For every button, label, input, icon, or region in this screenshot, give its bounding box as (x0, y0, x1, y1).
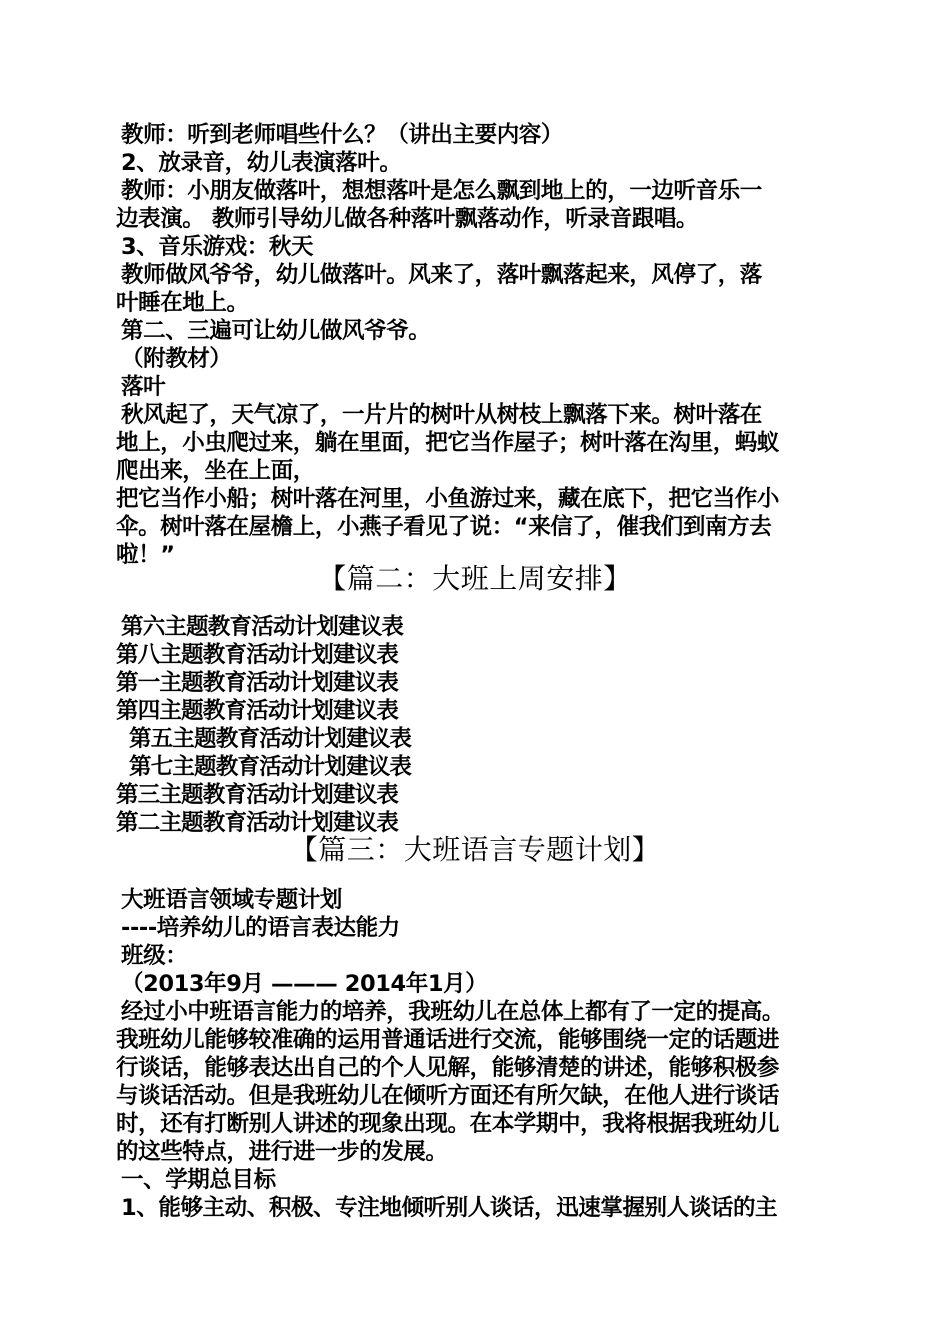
text-line: 伞。树叶落在屋檐上，小燕子看见了说：“来信了，催我们到南方去 (116, 514, 772, 540)
plan-item: 第七主题教育活动计划建议表 (129, 754, 412, 780)
text-line: （附教材） (121, 346, 232, 372)
text-line: （2013年9月 ——— 2014年1月） (121, 971, 488, 997)
plan-item: 第八主题教育活动计划建议表 (116, 642, 399, 668)
text-line: 班级： (121, 943, 188, 969)
text-line: 教师：听到老师唱些什么？（讲出主要内容） (121, 122, 564, 148)
section-heading: 【篇三：大班语言专题计划】 (289, 833, 661, 866)
text-line: ----培养幼儿的语言表达能力 (121, 915, 400, 941)
text-line: 地上，小虫爬过来，躺在里面，把它当作屋子；树叶落在沟里，蚂蚁 (116, 430, 780, 456)
text-line: 落叶 (121, 374, 166, 400)
text-line: 啦！” (116, 542, 175, 568)
text-line: 教师：小朋友做落叶，想想落叶是怎么飘到地上的，一边听音乐一 (121, 178, 762, 204)
text-line: 爬出来，坐在上面， (116, 458, 315, 484)
text-line: 一、学期总目标 (121, 1167, 276, 1193)
plan-item: 第二主题教育活动计划建议表 (116, 810, 399, 836)
text-line: 经过小中班语言能力的培养，我班幼儿在总体上都有了一定的提高。 (121, 999, 785, 1025)
text-line: 教师做风爷爷，幼儿做落叶。风来了，落叶飘落起来，风停了，落 (121, 262, 762, 288)
text-line: 行谈话，能够表达出自己的个人见解，能够清楚的讲述，能够积极参 (116, 1055, 780, 1081)
text-line: 大班语言领域专题计划 (121, 887, 343, 913)
text-line: 3、音乐游戏：秋天 (121, 234, 314, 260)
text-line: 时，还有打断别人讲述的现象出现。在本学期中，我将根据我班幼儿 (116, 1111, 780, 1137)
text-line: 2、放录音，幼儿表演落叶。 (121, 150, 402, 176)
text-line: 第二、三遍可让幼儿做风爷爷。 (121, 318, 431, 344)
text-line: 边表演。 教师引导幼儿做各种落叶飘落动作，听录音跟唱。 (116, 206, 699, 232)
text-line: 与谈话活动。但是我班幼儿在倾听方面还有所欠缺，在他人进行谈话 (116, 1083, 780, 1109)
plan-item: 第四主题教育活动计划建议表 (116, 698, 399, 724)
text-line: 秋风起了，天气凉了，一片片的树叶从树枝上飘落下来。树叶落在 (121, 402, 762, 428)
plan-item: 第三主题教育活动计划建议表 (116, 782, 399, 808)
plan-item: 第一主题教育活动计划建议表 (116, 670, 399, 696)
text-line: 叶睡在地上。 (116, 290, 249, 316)
plan-item: 第六主题教育活动计划建议表 (121, 614, 404, 640)
text-line: 我班幼儿能够较准确的运用普通话进行交流，能够围绕一定的话题进 (116, 1027, 780, 1053)
text-line: 1、能够主动、积极、专注地倾听别人谈话，迅速掌握别人谈话的主 (121, 1195, 778, 1221)
text-line: 的这些特点，进行进一步的发展。 (116, 1139, 448, 1165)
text-line: 把它当作小船；树叶落在河里，小鱼游过来，藏在底下，把它当作小 (116, 486, 780, 512)
section-heading: 【篇二：大班上周安排】 (318, 562, 632, 595)
plan-item: 第五主题教育活动计划建议表 (129, 726, 412, 752)
